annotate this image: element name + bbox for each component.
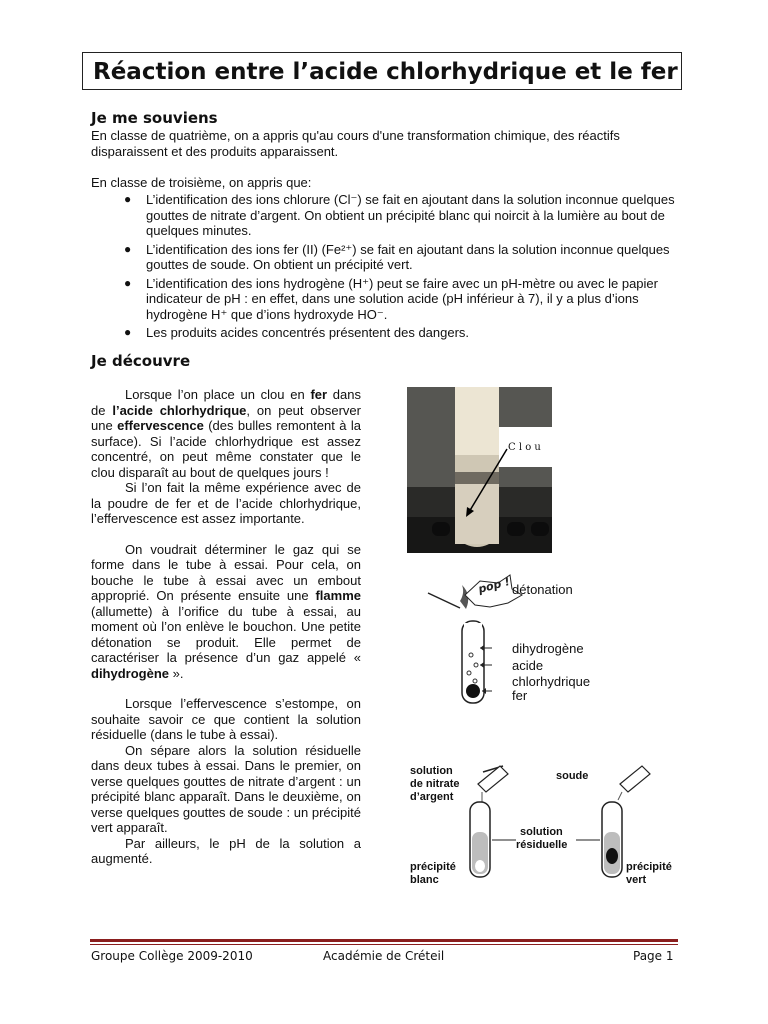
nitrate-label-2: de nitrate [410,778,460,790]
footer-page-number: Page 1 [633,949,674,963]
bullet-text: L’identification des ions hydrogène (H⁺) peut se faire avec un pH-mètre ou avec le papier indicateur de pH : en effet, dans une solution acide (pH inférieur à 7), il y a plus d’ions hydrogène H⁺ que d’ions hydroxyde HO⁻. [146,275,658,322]
paragraph-3: On voudrait déterminer le gaz qui se forme dans le tube à essai. Pour cela, on bouche le tube à essai avec un embout approprié. On présente ensuite une flamme (allumette) à l’orifice du tube à essai, au moment où l’on enlève le bouchon. Une petite détonation se produit. Elle permet de caractériser la présence d’un gaz appelé « dihydrogène ». [91,541,361,681]
section-heading-decouvre: Je découvre [91,352,191,370]
intro-paragraph: En classe de quatrième, on a appris qu'au cours d'une transformation chimique, des réactifs disparaissent et des produits apparaissent. [91,128,620,159]
pop-test-diagram [420,573,620,708]
paragraph-6: Par ailleurs, le pH de la solution a augmenté. [91,835,361,866]
vert-label-2: vert [626,874,647,886]
bullet-text: Les produits acides concentrés présentent des dangers. [146,325,470,340]
blanc-label-2: blanc [410,874,439,886]
chlorhydrique-label: chlorhydrique [512,674,591,689]
residuelle-label-1: solution [520,826,563,838]
fer-label: fer [512,688,528,703]
bullet-text: L’identification des ions chlorure (Cl⁻) se fait en ajoutant dans la solution inconnue quelques gouttes de nitrate d’argent. On obtient un précipité blanc qui noircit à la lumière au bout de quelques minutes. [146,192,675,238]
bullet-icon: ● [124,241,132,256]
list-item [124,241,676,273]
footer-left: Groupe Collège 2009-2010 [91,949,253,963]
bullet-list [124,192,676,344]
clou-label: C l o u [508,442,541,453]
soude-label: soude [556,770,589,782]
residuelle-label-2: résiduelle [516,839,568,851]
page-title: Réaction entre l’acide chlorhydrique et le fer [82,52,682,90]
paragraph-1: Lorsque l’on place un clou en fer dans de l’acide chlorhydrique, on peut observer une effervescence (des bulles remontent à la surface). Si l’acide chlorhydrique est assez concentré, on peut même constater que le clou disparaît au bout de quelques jours ! [91,387,361,480]
paragraph-5: On sépare alors la solution résiduelle dans deux tubes à essai. Dans le premier, on verse quelques gouttes de nitrate d’argent : un précipité blanc apparaît. Dans le deuxième, on verse quelques gouttes de soude : un précipité vert apparaît. [91,742,361,835]
lead-paragraph: En classe de troisième, on appris que: [91,175,312,190]
pop-label: pop ! [476,575,512,596]
bullet-text: L’identification des ions fer (II) (Fe²⁺) se fait en ajoutant dans la solution inconnue quelques gouttes de soude. On obtient un précipité vert. [146,241,670,272]
footer-center: Académie de Créteil [323,949,445,963]
bullet-icon: ● [124,325,132,339]
list-item [124,192,676,239]
bullet-icon: ● [124,192,132,206]
section-heading-souviens: Je me souviens [91,109,218,127]
dihydrogene-label: dihydrogène [512,641,584,656]
bullet-icon: ● [124,275,132,290]
paragraph-2: Si l’on fait la même expérience avec de la poudre de fer et de l’acide chlorhydrique, l’effervescence est assez importante. [91,480,361,526]
nitrate-label-3: d’argent [410,791,454,803]
vert-label-1: précipité [626,861,672,873]
paragraph-4: Lorsque l’effervescence s’estompe, on souhaite savoir ce que contient la solution résiduelle (dans le tube à essai). [91,696,361,742]
detonation-label: détonation [512,582,573,597]
discover-text [91,387,361,867]
precipitate-diagram [408,762,688,897]
test-tube-photo [407,387,552,553]
list-item [124,275,676,323]
acide-label: acide [512,658,544,673]
nitrate-label-1: solution [410,765,453,777]
blanc-label-1: précipité [410,861,456,873]
footer-divider [90,939,678,942]
list-item [124,325,676,341]
footer-divider-thin [90,944,678,945]
